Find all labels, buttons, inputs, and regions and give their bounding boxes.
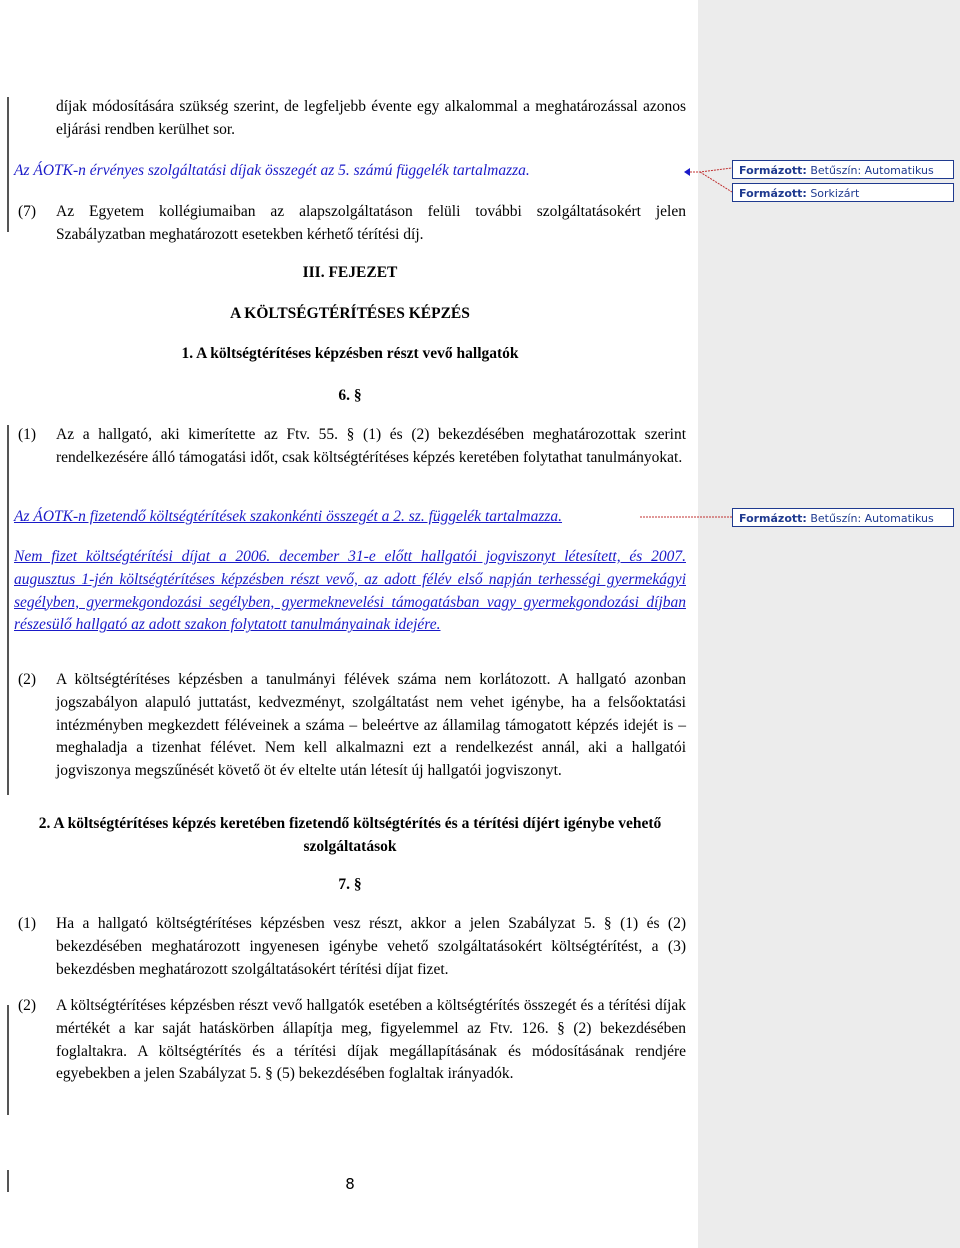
format-comment-2[interactable]: Formázott: Sorkizárt — [732, 183, 954, 202]
format-comment-3[interactable]: Formázott: Betűszín: Automatikus — [732, 508, 954, 527]
paragraph-number: (1) — [18, 426, 37, 443]
paragraph-number: (2) — [18, 997, 37, 1014]
inserted-text-service-fees: Az ÁOTK-n érvényes szolgáltatási díjak összegét az 5. számú függelék tartalmazza. — [14, 162, 530, 179]
paragraph-7-1-text: Ha a hallgató költségtérítéses képzésben vesz részt, akkor a jelen Szabályzat 5. § (1) és (2) bekezdésében meghatározott ingyenesen igénybe vehető szolgáltatásokért költségtérítést, a (3) bekezdésben meghatározott szolgáltatásokért térítési díjat fizet. — [56, 915, 686, 978]
paragraph-number: (1) — [18, 915, 37, 932]
section-1-title: 1. A költségtérítéses képzésben részt vevő hallgatók — [181, 345, 519, 362]
inserted-text-exemption: Nem fizet költségtérítési díjat a 2006. december 31-e előtt hallgatói jogviszonyt létesített, és 2007. augusztus 1-jén költségtérítéses képzésben részt vevő, az adott félév első napján terhességi gyermekágyi segélyben, gyermekgondozási segélyben, gyermeknevelési támogatásban vagy gyermekgondozási díjban részesülő hallgató az adott szakon folytatott tanulmányainak idejére. — [14, 548, 686, 634]
change-bar — [7, 425, 9, 795]
paragraph-fee-modification: díjak módosítására szükség szerint, de legfeljebb évente egy alkalommal a meghatározással azonos eljárási rendben kerülhet sor. — [56, 98, 686, 138]
paragraph-number: (7) — [18, 203, 37, 220]
paragraph-number: (2) — [18, 671, 37, 688]
paragraph-7-text: Az Egyetem kollégiumaiban az alapszolgáltatáson felüli további szolgáltatásokért jelen Szabályzatban meghatározott esetekben kérhető térítési díj. — [56, 203, 686, 243]
change-bar — [7, 1170, 9, 1192]
paragraph-7-2-text: A költségtérítéses képzésben részt vevő hallgatók esetében a költségtérítés összegét és a térítési díjak mértékét a kar saját hatáskörben állapítja meg, figyelemmel az Ftv. 126. § (2) bekezdésében foglaltakra. A költségtérítés és a térítési díjak megállapításának és módosításának rendjére egyebekben a jelen Szabályzat 5. § (5) bekezdésében foglaltak irányadók. — [56, 997, 686, 1083]
chapter-number: III. FEJEZET — [302, 264, 398, 281]
page-number: 8 — [345, 1175, 355, 1193]
paragraph-6-heading: 6. § — [338, 387, 362, 404]
paragraph-6-2-text: A költségtérítéses képzésben a tanulmányi félévek száma nem korlátozott. A hallgató azonban jogszabályon alapuló juttatást, kedvezményt, szolgáltatást nem vehet igénybe, ha a felsőoktatási intézményben megkezdett féléveinek a száma – beleértve az államilag támogatott képzés idejét is – meghaladja a tizenhat félévet. Nem kell alkalmazni ezt a rendelkezést annál, aki a hallgatói jogviszonya megszűnését követő öt év eltelte után létesít új hallgatói jogviszonyt. — [56, 671, 686, 780]
paragraph-7-heading: 7. § — [338, 876, 362, 893]
section-2-title: 2. A költségtérítéses képzés keretében fizetendő költségtérítés és a térítési díjért igénybe vehető szolgáltatások — [38, 815, 662, 855]
change-bar — [7, 1005, 9, 1115]
inserted-text-cost-fees: Az ÁOTK-n fizetendő költségtérítések szakonkénti összegét a 2. sz. függelék tartalmazza. — [14, 508, 563, 525]
paragraph-6-1-text: Az a hallgató, aki kimerítette az Ftv. 55. § (1) és (2) bekezdésében meghatározottak szerint rendelkezésére álló támogatási időt, csak költségtérítéses képzés keretében folytathat tanulmányokat. — [56, 426, 686, 466]
chapter-title: A KÖLTSÉGTÉRÍTÉSES KÉPZÉS — [230, 305, 470, 322]
change-bar — [7, 97, 9, 232]
format-comment-1[interactable]: Formázott: Betűszín: Automatikus — [732, 160, 954, 179]
